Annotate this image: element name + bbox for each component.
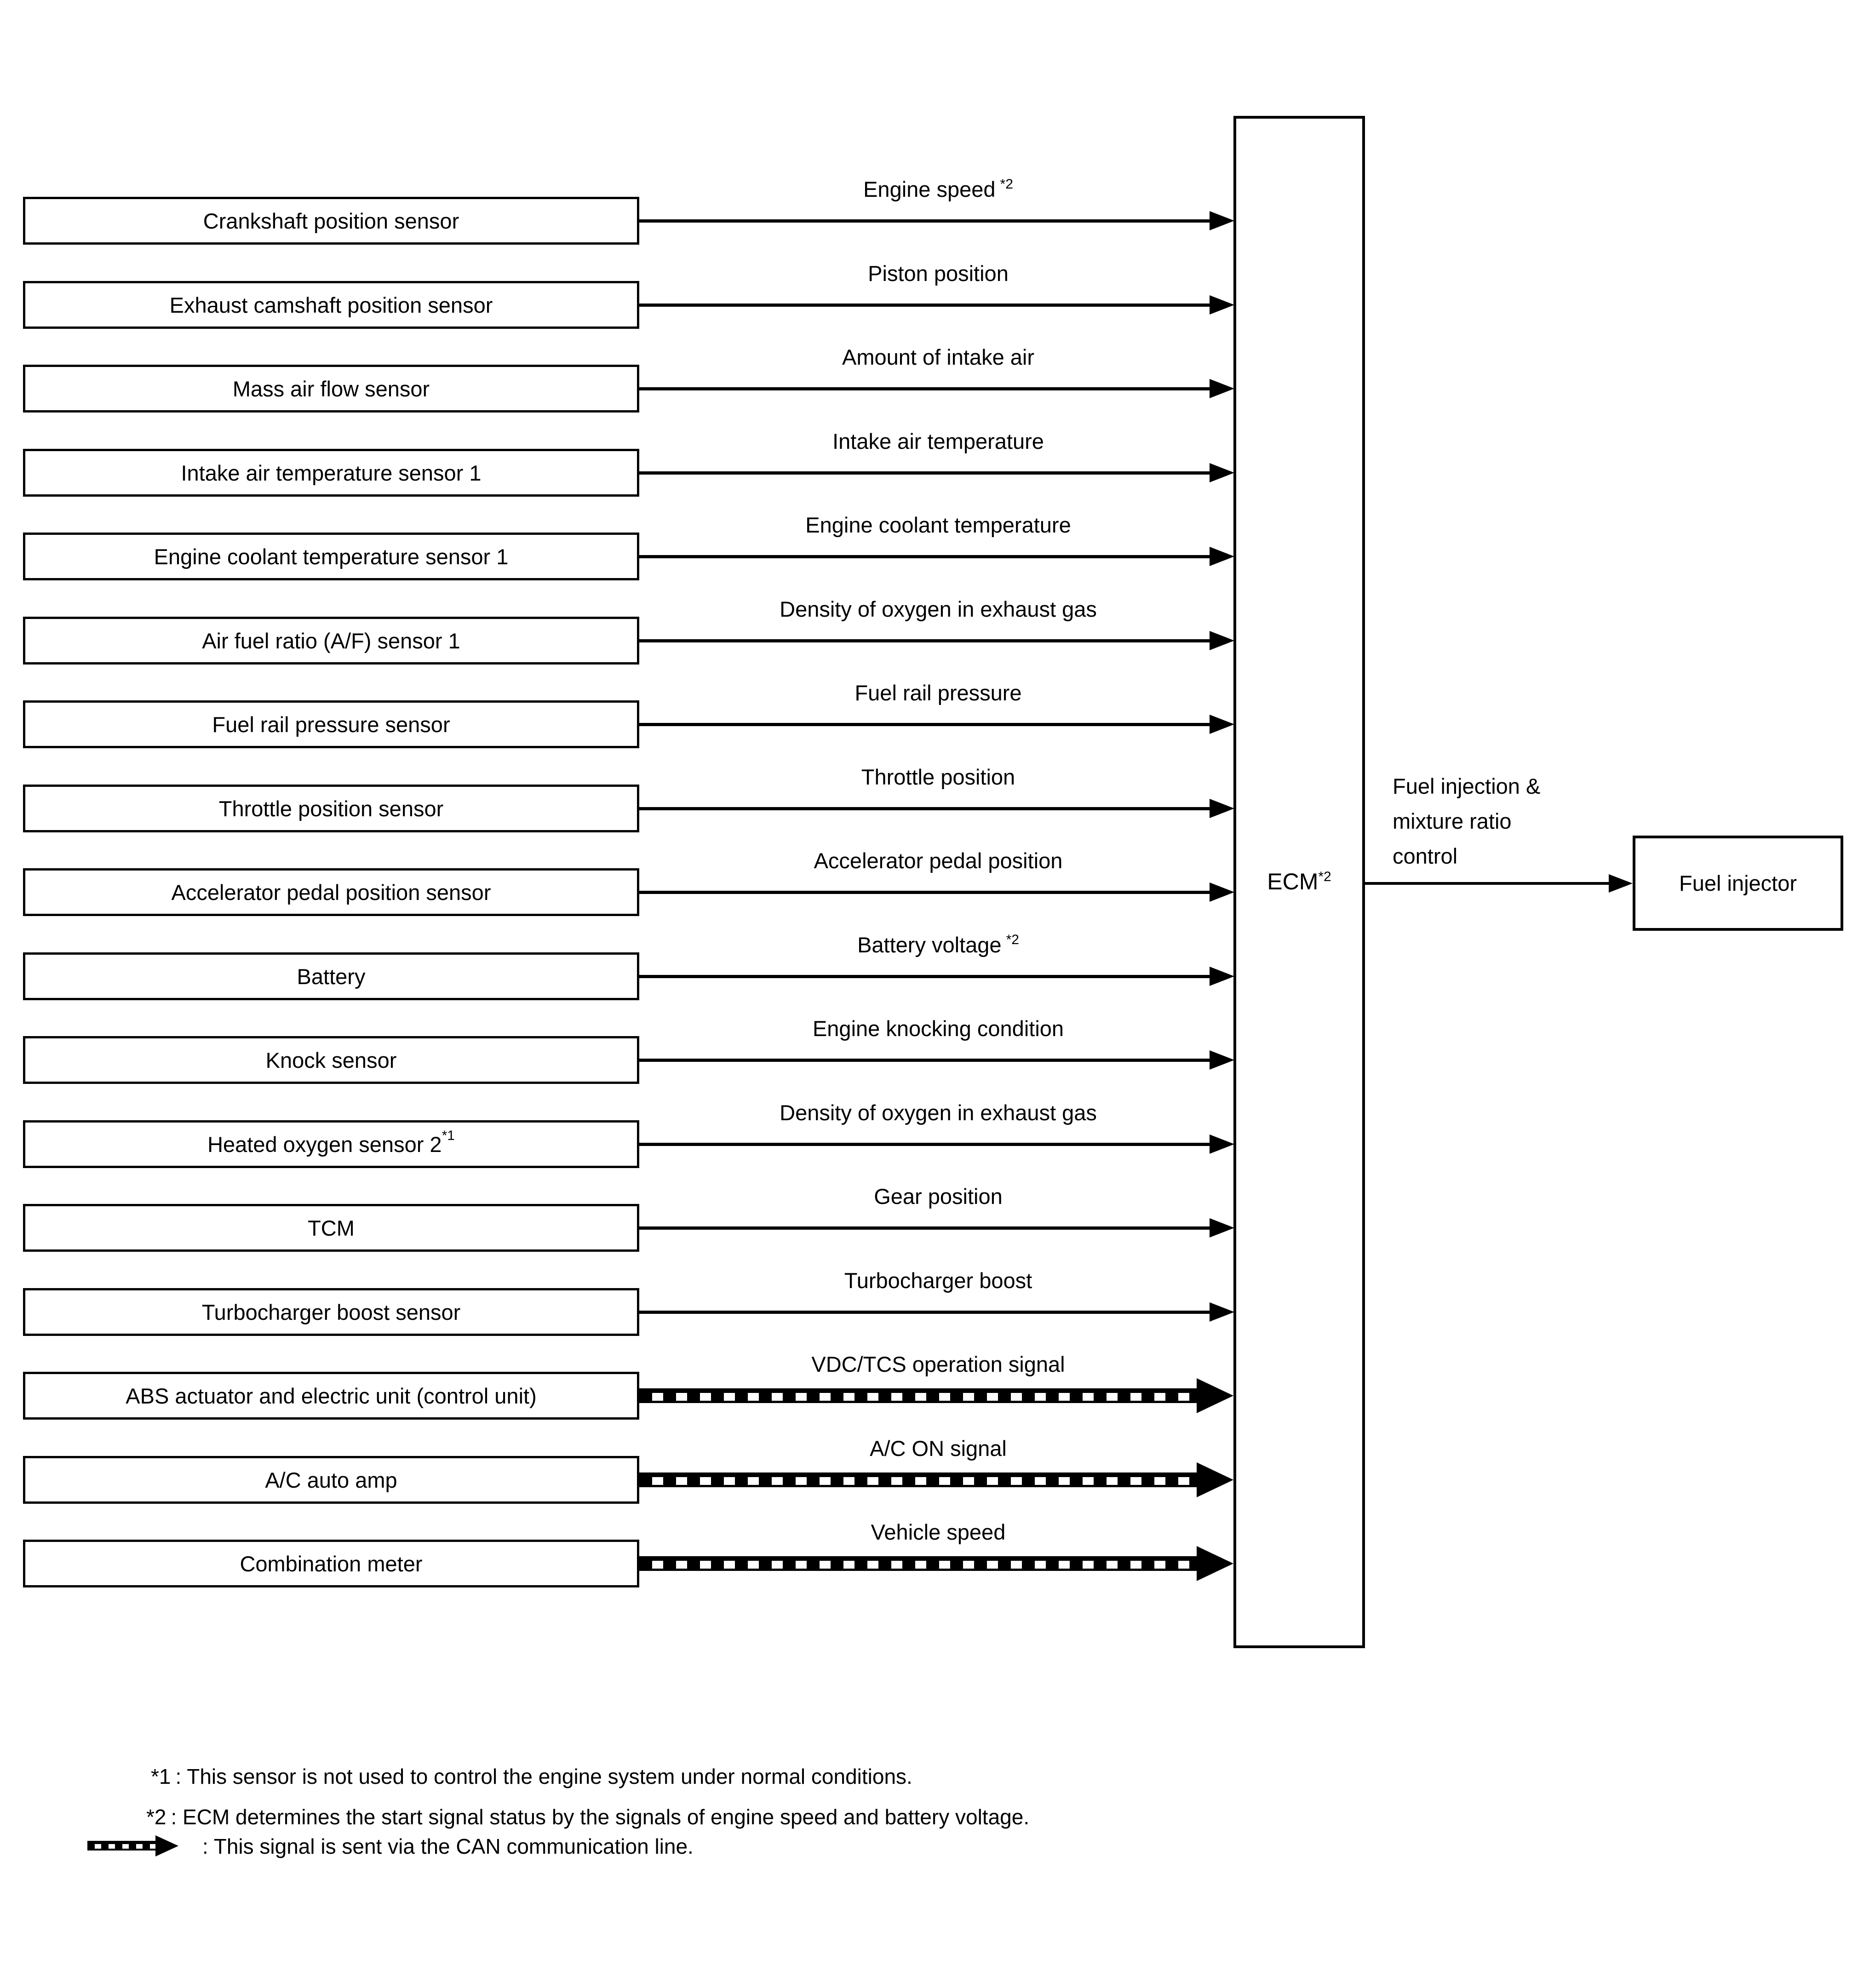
can-signal-arrow-head	[1197, 1462, 1233, 1497]
sensor-box	[23, 281, 639, 329]
signal-label	[644, 512, 1233, 538]
signal-arrow-line	[639, 219, 1210, 223]
signal-label-text: Turbocharger boost	[844, 1268, 1032, 1293]
output-signal-line3: control	[1393, 844, 1458, 868]
signal-arrow-head	[1210, 799, 1234, 818]
sensor-label-text: A/C auto amp	[265, 1467, 397, 1492]
can-signal-arrow-head	[1197, 1378, 1233, 1413]
signal-label	[644, 177, 1233, 202]
footnote-1-marker: *1	[151, 1765, 171, 1788]
sensor-box	[23, 1372, 639, 1420]
sensor-box	[23, 700, 639, 748]
signal-label-text: Gear position	[874, 1184, 1003, 1209]
signal-label	[644, 932, 1233, 958]
signal-arrow-head	[1210, 211, 1234, 230]
can-signal-arrow-head	[1197, 1546, 1233, 1581]
sensor-label-text: Exhaust camshaft position sensor	[169, 292, 493, 317]
signal-label	[644, 680, 1233, 706]
fuel-injector-box	[1633, 836, 1843, 931]
signal-arrow-head	[1210, 631, 1234, 650]
sensor-box	[23, 197, 639, 245]
signal-label-text: Density of oxygen in exhaust gas	[780, 1100, 1097, 1125]
signal-arrow-line	[639, 1311, 1210, 1314]
signal-arrow-line	[639, 1059, 1210, 1062]
signal-label	[644, 429, 1233, 454]
signal-label	[644, 1352, 1233, 1377]
signal-arrow-head	[1210, 1050, 1234, 1070]
ecm-label: ECM$^{*2}$	[1267, 869, 1331, 894]
footnote-2-text: : ECM determines the start signal status by the signals of engine speed and battery voltage.	[171, 1805, 1030, 1829]
signal-arrow-head	[1210, 1218, 1234, 1237]
fuel-injector-label: Fuel injector	[1679, 871, 1797, 895]
sensor-label-text: Mass air flow sensor	[232, 376, 430, 401]
signal-label-text: A/C ON signal	[870, 1436, 1007, 1461]
sensor-label-text: Heated oxygen sensor 2	[207, 1132, 442, 1157]
sensor-label-text: TCM	[308, 1215, 355, 1240]
output-signal-label	[1393, 769, 1540, 874]
signal-arrow-line	[639, 304, 1210, 307]
signal-label	[644, 1436, 1233, 1461]
sensor-label-text: Combination meter	[240, 1551, 423, 1576]
signal-arrow-head	[1210, 1134, 1234, 1154]
signal-label-text: Piston position	[868, 261, 1009, 286]
sensor-label-text: Air fuel ratio (A/F) sensor 1	[202, 628, 460, 653]
sensor-box	[23, 1456, 639, 1504]
signal-label-text: Fuel rail pressure	[854, 681, 1022, 705]
signal-arrow-line	[639, 891, 1210, 894]
signal-label-text: Throttle position	[861, 765, 1015, 789]
signal-label-text: Engine speed	[863, 177, 996, 201]
sensor-box	[23, 952, 639, 1000]
can-arrow-icon	[87, 1834, 179, 1858]
signal-label-text: Intake air temperature	[832, 429, 1044, 453]
can-signal-arrow-band	[639, 1556, 1197, 1571]
signal-label-text: Density of oxygen in exhaust gas	[780, 597, 1097, 621]
sensor-label-text: Knock sensor	[265, 1048, 397, 1072]
signal-label-superscript: *2	[1006, 932, 1019, 947]
signal-label	[644, 1100, 1233, 1126]
signal-label-text: Amount of intake air	[842, 345, 1034, 369]
signal-label	[644, 1519, 1233, 1545]
signal-label-text: Engine knocking condition	[812, 1016, 1064, 1041]
output-signal-line2: mixture ratio	[1393, 809, 1512, 833]
can-legend-text: : This signal is sent via the CAN communication line.	[202, 1834, 694, 1858]
signal-arrow-line	[639, 387, 1210, 390]
footnote-2-marker: *2	[146, 1805, 166, 1829]
signal-label-text: Engine coolant temperature	[805, 513, 1071, 537]
sensor-label-text: Turbocharger boost sensor	[201, 1300, 461, 1324]
sensor-label-text: ABS actuator and electric unit (control unit)	[126, 1383, 537, 1408]
signal-arrow-line	[639, 1143, 1210, 1146]
sensor-box	[23, 617, 639, 665]
sensor-label-superscript: *1	[442, 1128, 455, 1143]
signal-arrow-line	[639, 1226, 1210, 1230]
signal-label	[644, 1184, 1233, 1209]
signal-label-text: Battery voltage	[857, 933, 1002, 957]
footnote-1-text: : This sensor is not used to control the engine system under normal conditions.	[175, 1765, 912, 1788]
signal-label	[644, 596, 1233, 622]
signal-arrow-head	[1210, 715, 1234, 734]
sensor-box	[23, 1120, 639, 1168]
signal-label	[644, 1268, 1233, 1294]
can-arrow-head	[155, 1835, 178, 1856]
ecm-output-arrow-line	[1365, 882, 1609, 885]
signal-arrow-line	[639, 807, 1210, 810]
sensor-label-text: Accelerator pedal position sensor	[171, 880, 491, 905]
output-signal-line1: Fuel injection &	[1393, 774, 1541, 798]
signal-arrow-line	[639, 471, 1210, 475]
sensor-box	[23, 785, 639, 832]
sensor-label-text: Intake air temperature sensor 1	[181, 460, 482, 485]
sensor-box	[23, 449, 639, 497]
signal-arrow-line	[639, 555, 1210, 558]
signal-label-text: Vehicle speed	[871, 1520, 1006, 1544]
signal-label	[644, 764, 1233, 790]
signal-label	[644, 261, 1233, 286]
signal-label-text: Accelerator pedal position	[814, 848, 1063, 873]
signal-arrow-line	[639, 723, 1210, 726]
footnote-1	[151, 1764, 912, 1789]
signal-arrow-line	[639, 639, 1210, 642]
signal-label-text: VDC/TCS operation signal	[811, 1352, 1065, 1376]
sensor-box	[23, 1288, 639, 1336]
signal-arrow-head	[1210, 463, 1234, 482]
signal-arrow-line	[639, 975, 1210, 978]
sensor-box	[23, 1204, 639, 1252]
can-signal-arrow-band	[639, 1388, 1197, 1403]
sensor-box	[23, 1036, 639, 1084]
sensor-label-text: Crankshaft position sensor	[203, 208, 459, 233]
can-arrow-band	[87, 1841, 155, 1851]
sensor-label-text: Throttle position sensor	[218, 796, 444, 821]
signal-label-superscript: *2	[1000, 177, 1013, 192]
signal-arrow-head	[1210, 379, 1234, 398]
signal-label	[644, 848, 1233, 874]
signal-arrow-head	[1210, 295, 1234, 315]
sensor-box	[23, 1540, 639, 1587]
signal-arrow-head	[1210, 1302, 1234, 1322]
sensor-box	[23, 533, 639, 580]
sensor-label-text: Engine coolant temperature sensor 1	[154, 544, 509, 569]
ecm-output-arrow-head	[1609, 874, 1633, 893]
signal-label	[644, 344, 1233, 370]
sensor-box	[23, 868, 639, 916]
signal-arrow-head	[1210, 547, 1234, 566]
sensor-label-text: Battery	[297, 964, 366, 989]
sensor-box	[23, 365, 639, 412]
ecm-superscript: *2	[1318, 869, 1331, 884]
signal-arrow-head	[1210, 882, 1234, 902]
footnote-2	[146, 1805, 1029, 1829]
signal-arrow-head	[1210, 967, 1234, 986]
can-signal-arrow-band	[639, 1472, 1197, 1487]
signal-label	[644, 1016, 1233, 1042]
can-legend-note	[87, 1834, 694, 1859]
sensor-label-text: Fuel rail pressure sensor	[212, 712, 450, 737]
